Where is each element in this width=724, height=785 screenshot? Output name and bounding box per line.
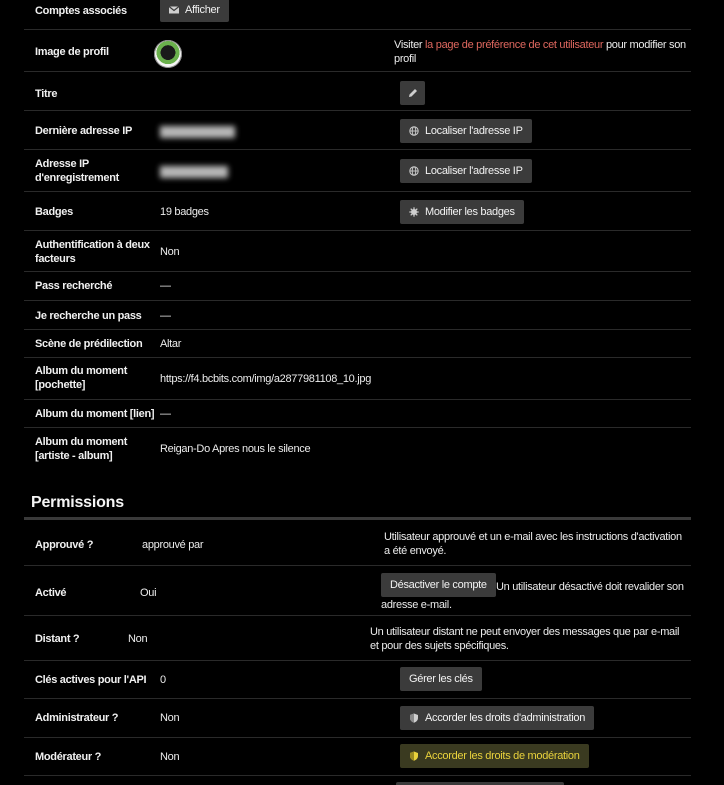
user-preference-link[interactable]: la page de préférence de cet utilisateur <box>425 39 604 51</box>
button-label: Modifier les badges <box>425 206 515 218</box>
show-accounts-button[interactable] <box>160 0 229 22</box>
avatar[interactable] <box>154 40 182 68</box>
redacted-ip <box>160 166 228 178</box>
locate-last-ip-button[interactable] <box>400 119 532 143</box>
row-two-factor <box>24 231 691 272</box>
grant-admin-button[interactable] <box>400 706 594 730</box>
row-looking-for-pass <box>24 301 691 330</box>
note-suffix: pour modifier son profil <box>394 39 686 65</box>
row-associated-accounts <box>24 0 691 30</box>
row-label: Approuvé ? <box>35 539 94 551</box>
globe-icon <box>409 166 419 176</box>
badge-icon <box>409 207 419 217</box>
album-artist-value: Reigan-Do Apres nous le silence <box>160 443 311 455</box>
shield-icon <box>409 751 419 761</box>
row-label: Album du moment [artiste - album] <box>35 436 128 462</box>
shield-icon <box>409 713 419 723</box>
pass-wanted-value: — <box>160 280 171 292</box>
row-label: Image de profil <box>35 46 109 58</box>
row-pass-wanted <box>24 272 691 301</box>
locate-registration-ip-button[interactable] <box>400 159 532 183</box>
edit-badges-button[interactable] <box>400 200 524 224</box>
grant-moderator-button[interactable] <box>400 744 589 768</box>
globe-icon <box>409 126 419 136</box>
album-cover-url: https://f4.bcbits.com/img/a2877981108_10.jpg <box>160 373 372 385</box>
row-label: Dernière adresse IP <box>35 125 133 137</box>
row-label: Comptes associés <box>35 5 127 17</box>
two-factor-value: Non <box>160 246 180 258</box>
row-label: Badges <box>35 206 73 218</box>
button-label: Accorder les droits d'administration <box>425 712 586 724</box>
row-activated <box>24 566 691 616</box>
remote-value: Non <box>128 633 148 645</box>
row-favorite-scene <box>24 330 691 358</box>
row-label: Titre <box>35 88 58 100</box>
button-label: Localiser l'adresse IP <box>425 125 523 137</box>
activated-value: Oui <box>140 587 157 599</box>
row-profile-image <box>24 30 691 72</box>
row-label: Album du moment [pochette] <box>35 365 128 391</box>
approved-note: Utilisateur approuvé et un e-mail avec les instructions d'activation a été envoyé. <box>384 531 682 557</box>
button-label: Localiser l'adresse IP <box>425 165 523 177</box>
api-keys-value: 0 <box>160 674 166 686</box>
remote-note: Un utilisateur distant ne peut envoyer des messages que par e-mail et pour des sujets spécifiques. <box>370 626 680 652</box>
redacted-ip <box>160 126 235 138</box>
moderator-value: Non <box>160 751 180 763</box>
row-label: Album du moment [lien] <box>35 408 155 420</box>
deactivate-account-button[interactable]: Désactiver le compte <box>381 573 496 597</box>
approved-value: approuvé par <box>142 539 204 551</box>
row-label: Clés actives pour l'API <box>35 674 147 686</box>
pencil-icon <box>408 88 418 98</box>
row-label: Adresse IP d'enregistrement <box>35 158 120 184</box>
badges-count: 19 badges <box>160 206 209 218</box>
envelope-icon <box>169 5 179 15</box>
row-badges <box>24 192 691 231</box>
row-api-keys <box>24 661 691 699</box>
favorite-scene-value: Altar <box>160 338 182 350</box>
row-label: Activé <box>35 587 67 599</box>
row-remote <box>24 616 691 661</box>
manage-keys-button[interactable]: Gérer les clés <box>400 667 482 691</box>
row-album-artist <box>24 428 691 470</box>
administrator-value: Non <box>160 712 180 724</box>
row-moderator <box>24 738 691 776</box>
album-link-value: — <box>160 408 171 420</box>
profile-preference-note <box>394 38 689 66</box>
activated-note-text: Un utilisateur désactivé doit revalider son adresse e-mail. <box>381 581 684 611</box>
row-album-link <box>24 400 691 428</box>
row-administrator <box>24 699 691 738</box>
looking-for-pass-value: — <box>160 310 171 322</box>
row-approved <box>24 520 691 566</box>
button-label: Accorder les droits de modération <box>425 750 580 762</box>
row-label: Pass recherché <box>35 280 113 292</box>
row-label: Modérateur ? <box>35 751 102 763</box>
permissions-heading: Permissions <box>31 494 124 511</box>
activated-note <box>381 578 686 614</box>
row-label: Administrateur ? <box>35 712 119 724</box>
row-label: Scène de prédilection <box>35 338 143 350</box>
row-label: Authentification à deux facteurs <box>35 239 150 265</box>
row-label: Je recherche un pass <box>35 310 142 322</box>
note-prefix: Visiter <box>394 39 426 51</box>
row-album-cover <box>24 358 691 400</box>
edit-title-button[interactable] <box>400 81 425 105</box>
row-title <box>24 72 691 111</box>
row-label: Distant ? <box>35 633 80 645</box>
button-label: Afficher <box>185 4 220 16</box>
row-last-ip <box>24 111 691 150</box>
row-registration-ip <box>24 150 691 192</box>
